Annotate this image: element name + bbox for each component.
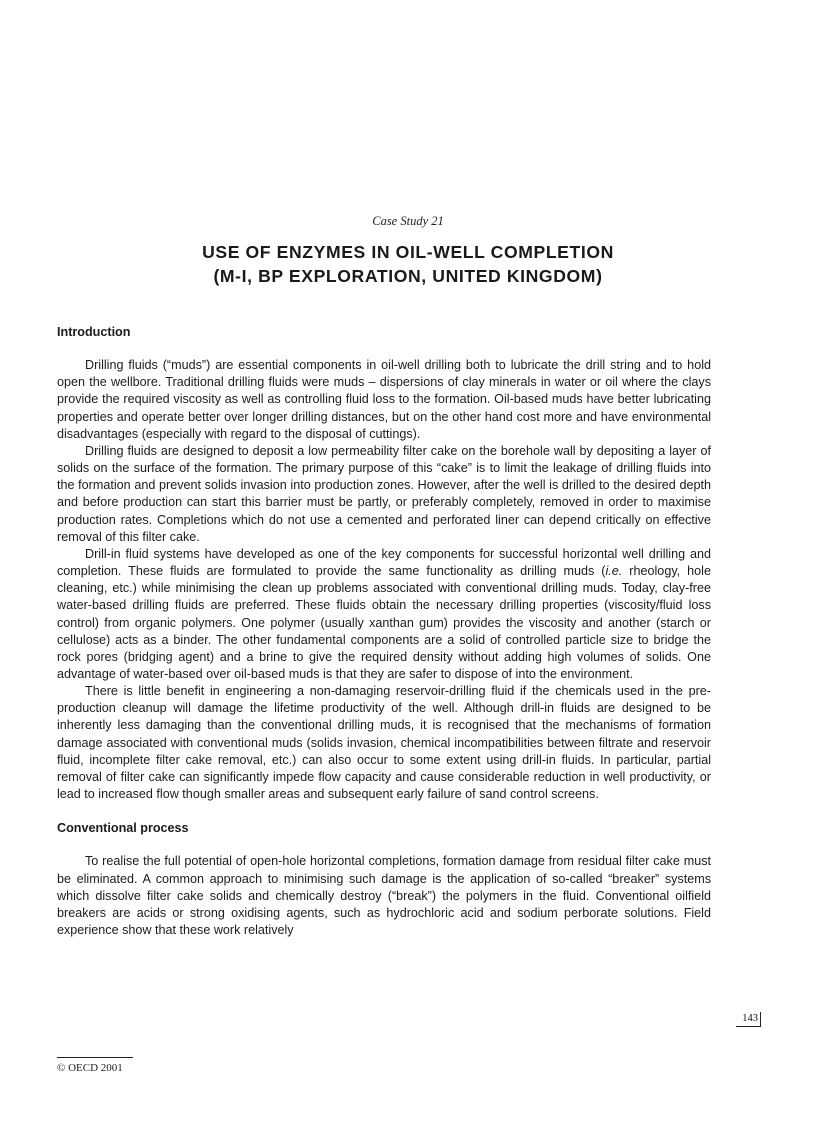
paragraph: To realise the full potential of open-hole horizontal completions, formation damage from residual filter cake must be eliminated. A common approach to minimising such damage is the application of so-called “breaker” systems which dissolve filter cake solids and chemically destroy (“break”) the polymers in the fluid. Conventional oilfield breakers are acids or strong oxidising agents, such as hydrochloric acid and sodium perborate solutions. Field experience show that these work relatively xyxy=(57,854,711,937)
italic-ie: i.e. xyxy=(605,564,623,579)
paragraph: Drilling fluids are designed to deposit a low permeability filter cake on the borehole wall by depositing a layer of solids on the surface of the formation. The primary purpose of this “cake” is to limit the leakage of drilling fluids into the formation and prevent solids invasion into production zones. However, after the well is drilled to the desired depth and before production can start this barrier must be partly, or preferably completely, removed in order to maximise production rates. Completions which do not use a cemented and perforated liner can depend critically on effective removal of this filter cake. xyxy=(57,443,711,544)
page-number: 143 xyxy=(736,1012,761,1027)
paragraph xyxy=(57,546,711,683)
paragraph-start: Drill-in fluid systems have developed as one of the key components for successful horizontal well drilling and completion. These fluids are formulated to provide the same functionality as drilling muds ( xyxy=(57,546,711,579)
body-content xyxy=(57,324,711,939)
footer-divider xyxy=(57,1057,133,1058)
page-title xyxy=(100,240,716,288)
section-heading-introduction: Introduction xyxy=(57,325,131,339)
title-line-1: USE OF ENZYMES IN OIL-WELL COMPLETION xyxy=(202,242,614,262)
title-line-2: (M-I, BP EXPLORATION, UNITED KINGDOM) xyxy=(213,266,603,286)
paragraph-rest: rheology, hole cleaning, etc.) while minimising the clean up problems associated with conventional drilling muds. Today, clay-free water-based drilling fluids are preferred. These fluids obtain the necessary drilling properties (viscosity/fluid loss control) from organic polymers. One polymer (usually xanthan gum) provides the viscosity and another (starch or cellulose) acts as a binder. The other fundamental components are a solid of controlled particle size to bridge the rock pores (bridging agent) and a brine to give the required density without adding high volumes of solids. One advantage of water-based over oil-based muds is that they are safer to dispose of into the environment. xyxy=(57,564,711,681)
copyright-notice: © OECD 2001 xyxy=(57,1062,123,1074)
paragraph: There is little benefit in engineering a non-damaging reservoir-drilling fluid if the chemicals used in the pre-production cleanup will damage the lifetime productivity of the well. Although drill-in fluids are designed to be inherently less damaging than the conventional drilling muds, it is recognised that the mechanisms of formation damage associated with conventional muds (solids invasion, chemical incompatibilities between filtrate and reservoir fluid, incomplete filter cake removal, etc.) can also occur to some extent using drill-in fluids. In particular, partial removal of filter cake can significantly impede flow capacity and cause considerable reduction in well productivity, or lead to increased flow though smaller areas and subsequent early failure of sand control screens. xyxy=(57,684,711,802)
section-heading-conventional-process: Conventional process xyxy=(57,821,189,836)
case-study-label: Case Study 21 xyxy=(372,214,444,228)
paragraph: Drilling fluids (“muds”) are essential components in oil-well drilling both to lubricate the drill string and to hold open the wellbore. Traditional drilling fluids were muds – dispersions of clay minerals in water or oil where the clays provide the required viscosity as well as controlling fluid loss to the formation. Oil-based muds have better lubricating properties and operate better over longer drilling distances, but on the other hand cost more and have environmental disadvantages (especially with regard to the disposal of cuttings). xyxy=(57,358,711,441)
